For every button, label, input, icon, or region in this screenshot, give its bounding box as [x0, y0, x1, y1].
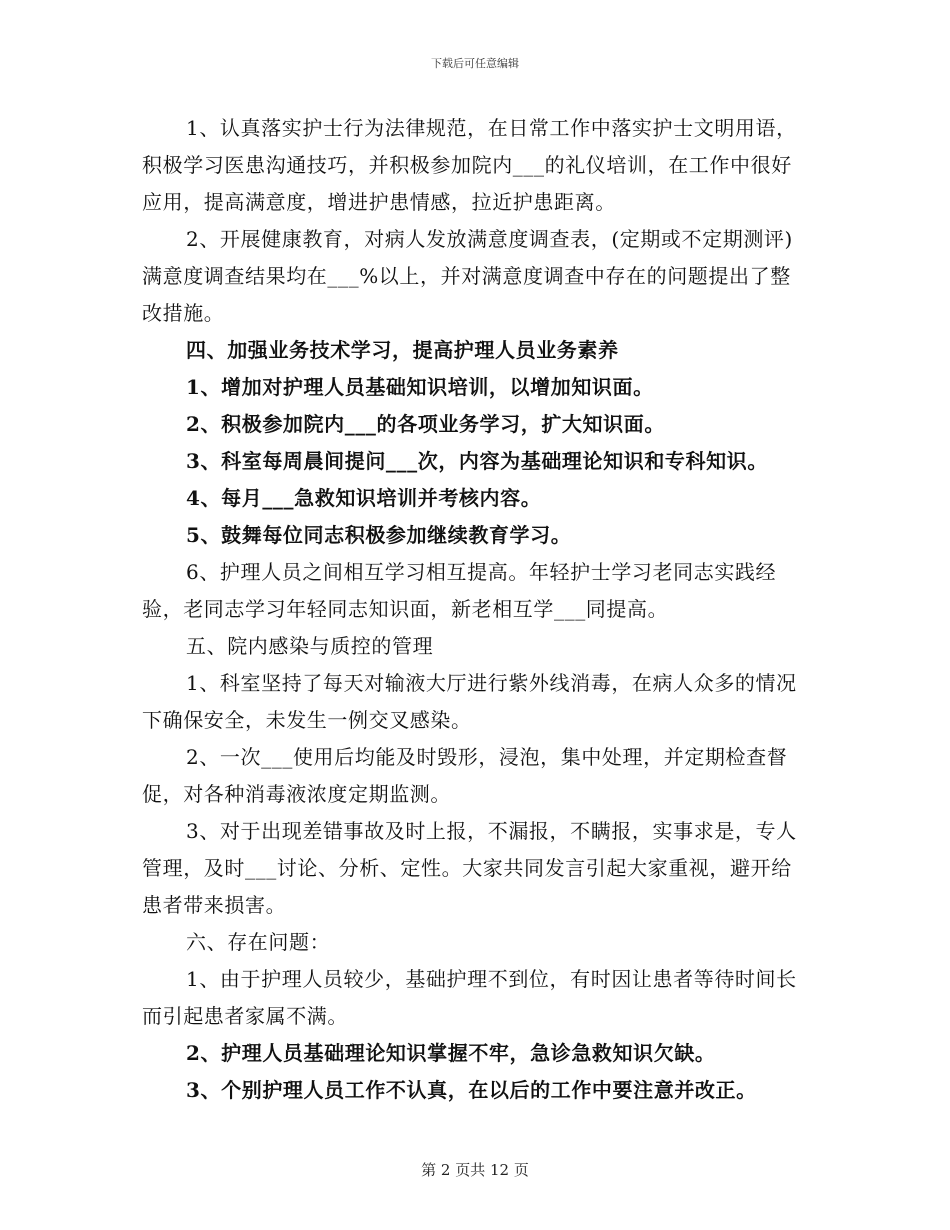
- section-heading: 六、存在问题：: [186, 930, 331, 954]
- paragraph: 1、由于护理人员较少，基础护理不到位，有时因让患者等待时间长而引起患者家属不满。: [142, 967, 797, 1028]
- section-heading: 四、加强业务技术学习，提高护理人员业务素养: [186, 338, 619, 362]
- section-heading: 五、院内感染与质控的管理: [186, 634, 434, 658]
- paragraph: 5、鼓舞每位同志积极参加继续教育学习。: [186, 523, 572, 547]
- paragraph: 3、对于出现差错事故及时上报，不漏报，不瞒报，实事求是，专人管理，及时___讨论、分析、定性。大家共同发言引起大家重视，避开给患者带来损害。: [142, 819, 797, 917]
- page-header-note: 下载后可任意编辑: [431, 57, 519, 70]
- paragraph: 6、护理人员之间相互学习相互提高。年轻护士学习老同志实践经验，老同志学习年轻同志知识面，新老相互学___同提高。: [142, 560, 777, 621]
- paragraph: 2、一次___使用后均能及时毁形，浸泡，集中处理，并定期检查督促，对各种消毒液浓度定期监测。: [142, 745, 788, 806]
- page-number: 第 2 页共 12 页: [421, 1161, 529, 1179]
- paragraph: 1、科室坚持了每天对输液大厅进行紫外线消毒，在病人众多的情况下确保安全，未发生一例交叉感染。: [142, 671, 797, 732]
- paragraph: 2、开展健康教育，对病人发放满意度调查表，(定期或不定期测评)满意度调查结果均在___%以上，并对满意度调查中存在的问题提出了整改措施。: [142, 227, 793, 325]
- paragraph: 2、护理人员基础理论知识掌握不牢，急诊急救知识欠缺。: [186, 1041, 716, 1065]
- paragraph: 1、增加对护理人员基础知识培训，以增加知识面。: [186, 375, 654, 399]
- paragraph: 1、认真落实护士行为法律规范，在日常工作中落实护士文明用语，积极学习医患沟通技巧，并积极参加院内___的礼仪培训，在工作中很好应用，提高满意度，增进护患情感，拉近护患距离。: [142, 116, 797, 214]
- paragraph: 3、个别护理人员工作不认真，在以后的工作中要注意并改正。: [186, 1078, 757, 1102]
- document-body: [142, 110, 810, 1109]
- paragraph: 2、积极参加院内___的各项业务学习，扩大知识面。: [186, 412, 665, 436]
- paragraph: 4、每月___急救知识培训并考核内容。: [186, 486, 542, 510]
- paragraph: 3、科室每周晨间提问___次，内容为基础理论知识和专科知识。: [186, 449, 768, 473]
